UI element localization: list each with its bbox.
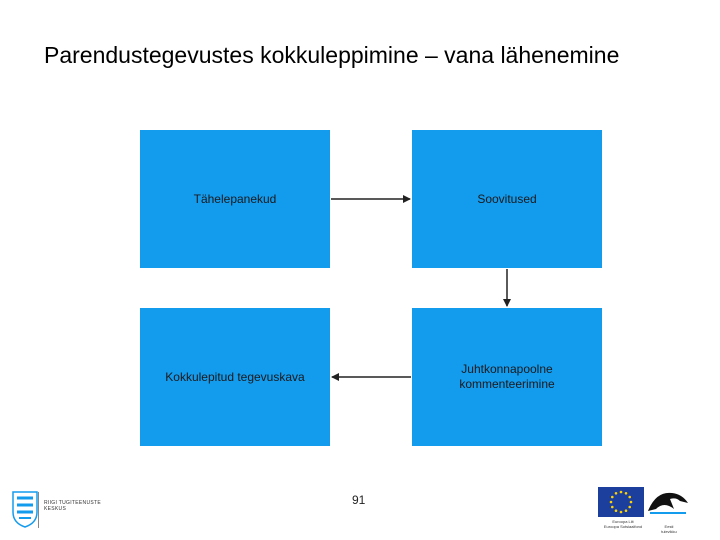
page-number: 91	[352, 493, 366, 507]
box-agreed-action-plan-label: Kokkulepitud tegevuskava	[165, 369, 305, 384]
eu-logo	[598, 487, 648, 529]
logo-divider	[38, 492, 39, 528]
eu-flag-icon	[598, 487, 644, 517]
estonia-future-logo	[646, 487, 692, 534]
org-name: RIIGI TUGITEENUSTE KESKUS	[44, 500, 101, 512]
box-management-comments-label: Juhtkonnapoolne kommenteerimine	[459, 362, 555, 391]
coat-of-arms-logo	[10, 490, 40, 533]
swallow-icon	[646, 487, 690, 517]
box-observations-label: Tähelepanekud	[193, 191, 277, 206]
slide-title: Parendustegevustes kokkuleppimine – vana lähenemine	[44, 42, 620, 68]
box-recommendations-label: Soovitused	[477, 191, 537, 206]
estonia-caption: Eesti tulevikku	[661, 524, 677, 534]
eu-caption: Euroopa Liit Euroopa Sotsiaalfond	[603, 519, 643, 529]
